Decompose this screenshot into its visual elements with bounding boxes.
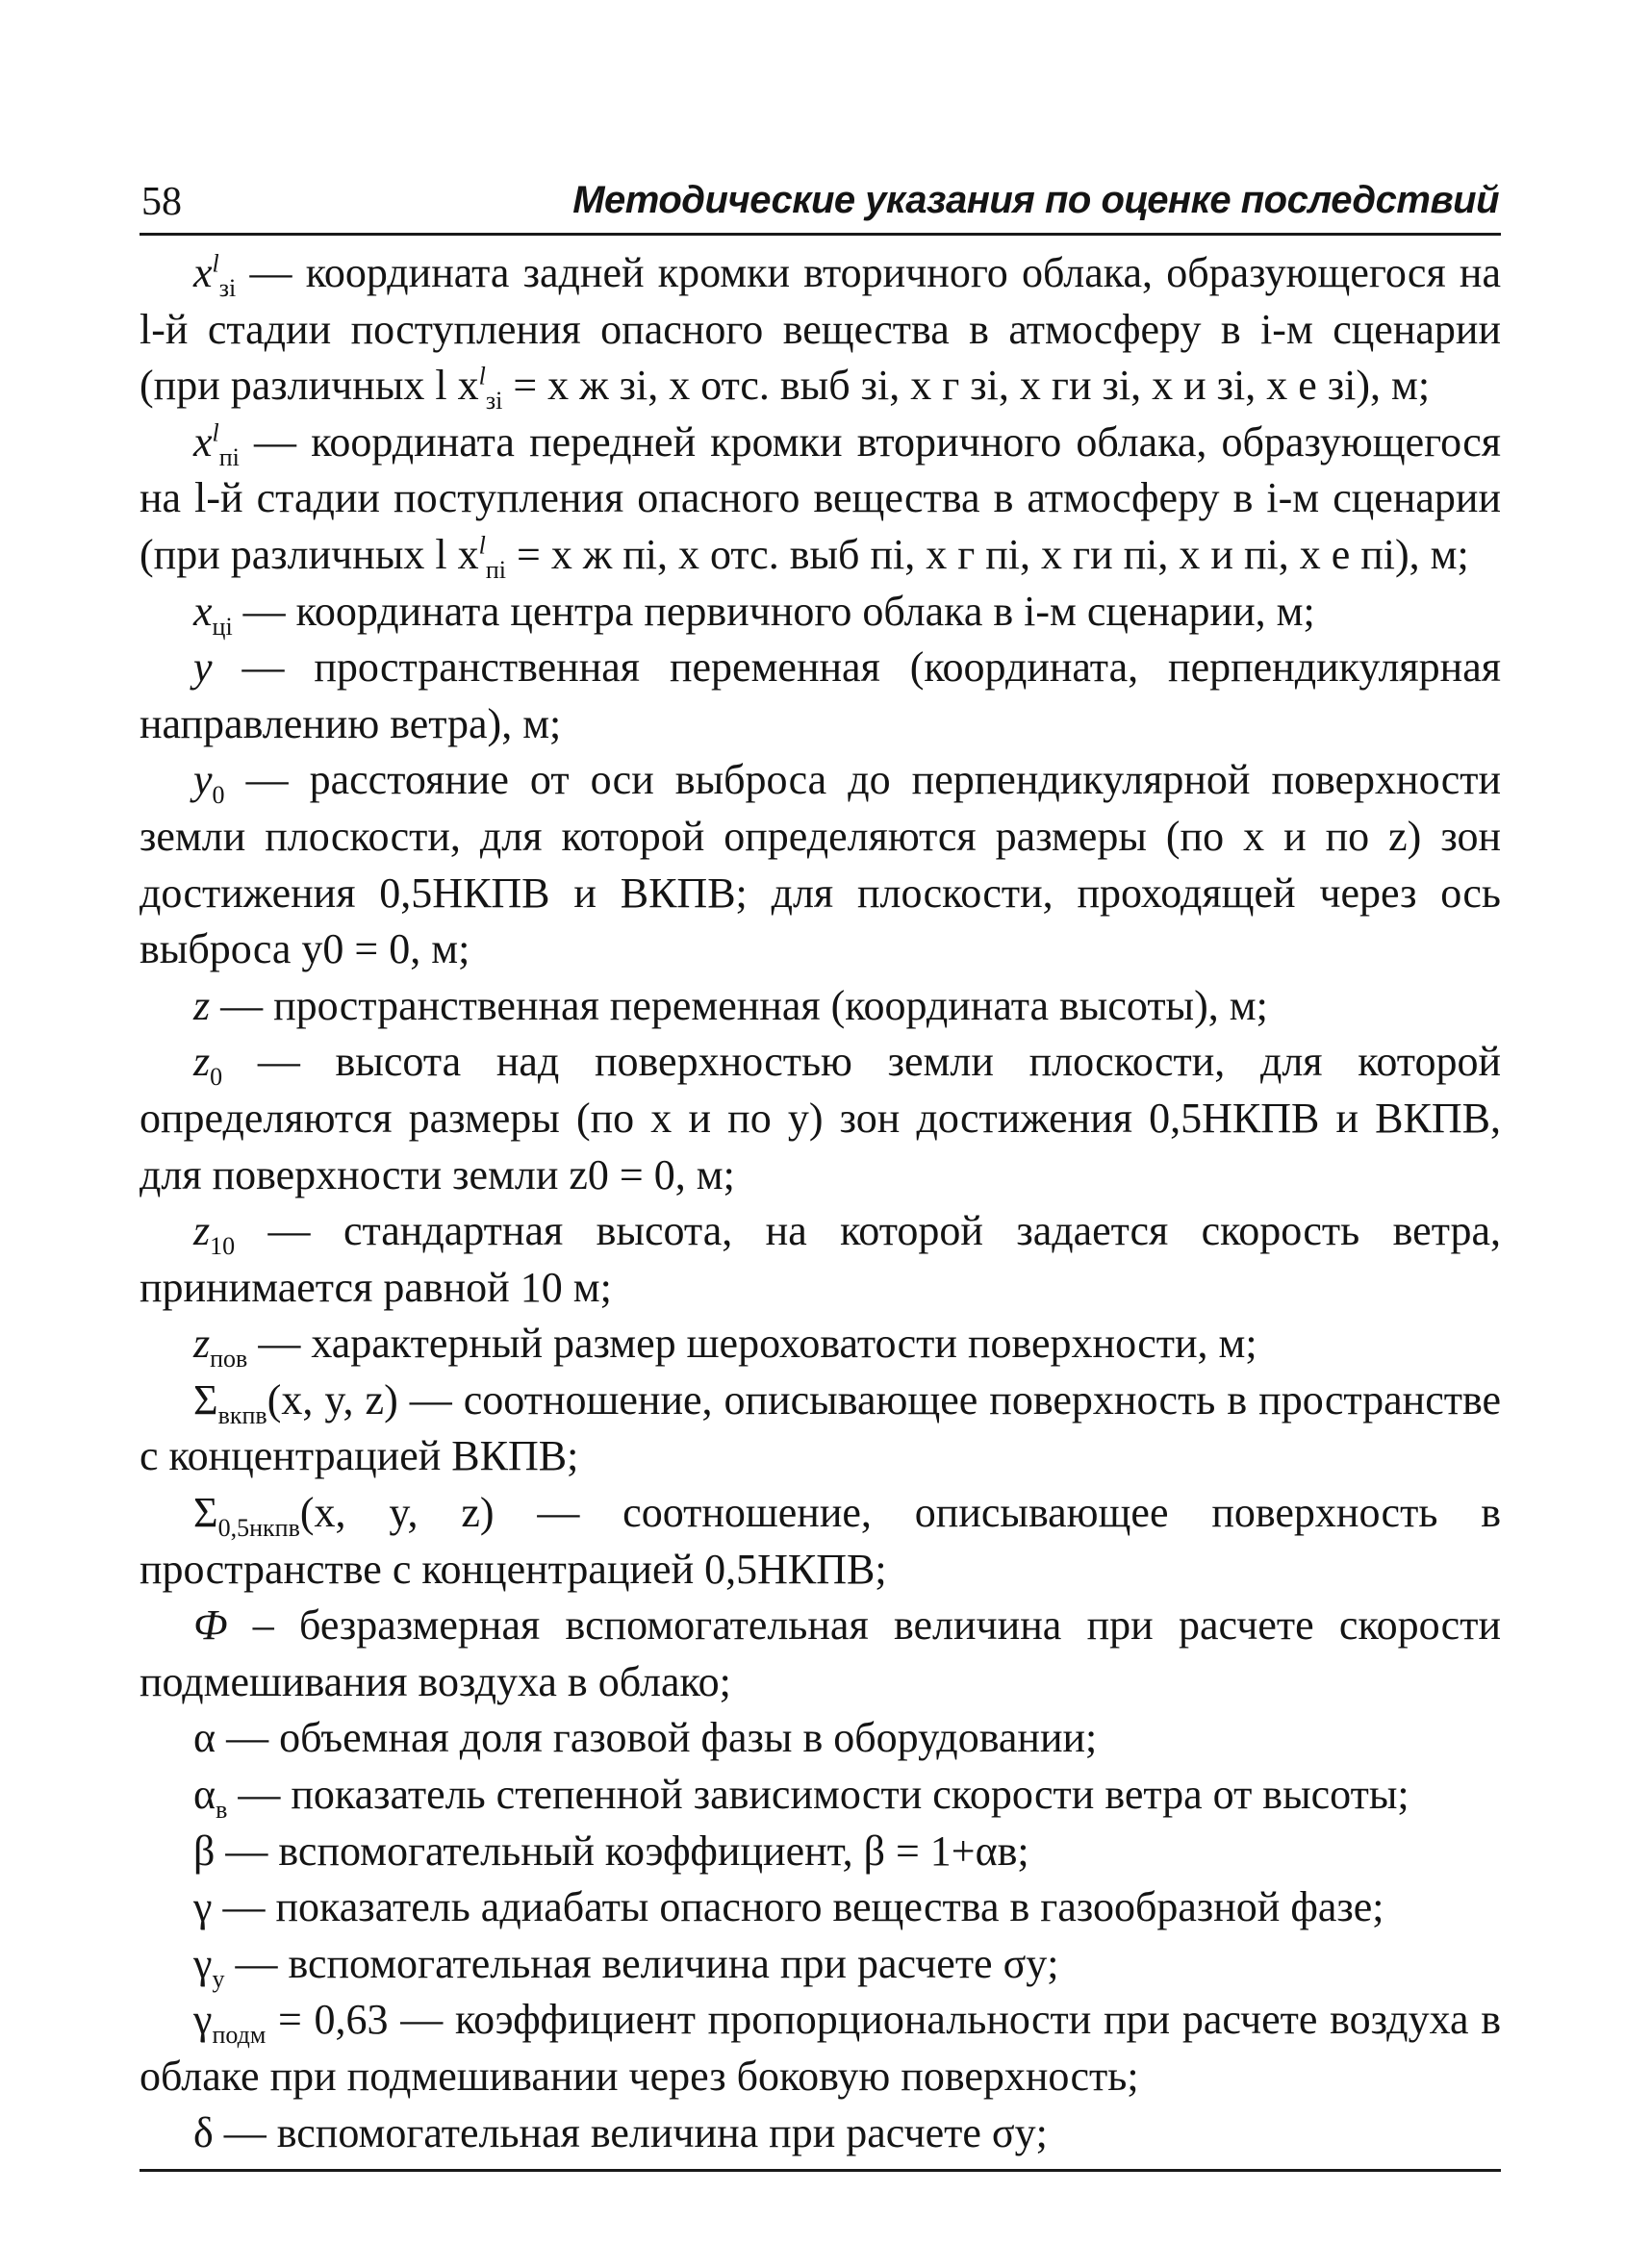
definition-text: — показатель адиабаты опасного вещества в газообразной фазе; xyxy=(212,1883,1384,1931)
definition-symbol: x xyxy=(193,249,213,296)
symbol-subscript: пi xyxy=(218,442,240,471)
definition-symbol: γ xyxy=(193,1883,213,1931)
definition-text: — характерный размер шероховатости поверхности, м; xyxy=(247,1320,1257,1368)
symbol-subscript: 0 xyxy=(210,1063,223,1092)
definition-entry xyxy=(140,1034,1501,1203)
page-header xyxy=(140,171,1501,236)
definition-entry xyxy=(140,978,1501,1035)
symbol-subscript: подм xyxy=(212,2021,267,2050)
definition-entry xyxy=(140,1936,1501,1993)
definition-entry xyxy=(140,415,1501,584)
definition-symbol: x xyxy=(193,417,213,466)
definition-text: — вспомогательный коэффициент, β = 1+αв; xyxy=(215,1827,1029,1875)
definition-symbol: δ xyxy=(193,2108,214,2156)
definition-symbol: γ xyxy=(193,1996,213,2044)
definition-entry xyxy=(140,1824,1501,1880)
definition-entry xyxy=(140,752,1501,977)
definition-text: — расстояние от оси выброса до перпендикулярной поверхности земли плоскости, для которой определяются размеры (по x и по z) зон достижения 0,5НКПВ и ВКПВ; для плоскости, проходящей через ось выброса y0 = 0, м; xyxy=(140,756,1501,973)
symbol-subscript: 0,5нкпв xyxy=(217,1513,300,1542)
definition-symbol: z xyxy=(193,1038,211,1086)
definition-symbol: α xyxy=(193,1771,216,1819)
running-title: Методические указания по оценке последствий xyxy=(572,179,1499,221)
formula-equals: = x xyxy=(506,530,572,578)
definitions-list xyxy=(140,245,1501,2161)
document-page xyxy=(140,0,1501,2268)
symbol-subscript: 0 xyxy=(212,781,225,810)
definition-symbol: z xyxy=(193,1320,211,1368)
definition-text: — вспомогательная величина при расчете σy; xyxy=(224,1939,1059,1987)
definition-symbol: α xyxy=(193,1714,216,1762)
page-number: 58 xyxy=(141,180,182,224)
definition-text: (x, y, z) — соотношение, описывающее поверхность в пространстве с концентрацией 0,5НКПВ; xyxy=(140,1489,1501,1593)
definition-text: — объемная доля газовой фазы в оборудовании; xyxy=(216,1714,1098,1762)
symbol-superscript: l xyxy=(212,418,219,447)
formula-superscript: l xyxy=(478,531,486,560)
definition-entry xyxy=(140,1598,1501,1710)
definition-text: — координата передней кромки вторичного облака, образующегося на l-й стадии поступления опасного вещества в атмосферу в i-м сценарии (при различных l x xyxy=(140,417,1501,578)
symbol-subscript: 10 xyxy=(210,1231,236,1260)
definition-symbol: x xyxy=(193,587,213,635)
definition-entry xyxy=(140,1879,1501,1936)
definition-entry xyxy=(140,1316,1501,1373)
footer-rule xyxy=(140,2169,1501,2172)
formula-variants: ж зi, x отс. выб зi, x г зi, x ги зi, x и зi, x е зi), м; xyxy=(569,362,1431,410)
symbol-subscript: вкпв xyxy=(217,1400,267,1429)
definition-symbol: y xyxy=(193,756,213,804)
definition-entry xyxy=(140,245,1501,415)
definition-symbol: Σ xyxy=(193,1375,218,1424)
formula-superscript: l xyxy=(478,362,486,391)
definition-entry xyxy=(140,1485,1501,1598)
formula-subscript: пi xyxy=(485,555,506,584)
symbol-subscript: цi xyxy=(212,612,233,641)
definition-entry xyxy=(140,584,1501,641)
symbol-subscript: y xyxy=(212,1964,225,1993)
definition-text: = 0,63 — коэффициент пропорциональности при расчете воздуха в облаке при подмешивании через боковую поверхность; xyxy=(140,1996,1501,2100)
definition-text: — вспомогательная величина при расчете σy; xyxy=(213,2108,1048,2156)
formula-subscript: зi xyxy=(485,386,503,415)
definition-text: — координата задней кромки вторичного облака, образующегося на l-й стадии поступления опасного вещества в атмосферу в i-м сценарии (при различных l x xyxy=(140,249,1501,410)
definition-entry xyxy=(140,2105,1501,2162)
definition-entry xyxy=(140,1992,1501,2104)
definition-text: — пространственная переменная (координата, перпендикулярная направлению ветра), м; xyxy=(140,643,1501,747)
definition-symbol: z xyxy=(193,981,211,1029)
definition-text: — пространственная переменная (координата высоты), м; xyxy=(210,981,1268,1029)
definition-symbol: z xyxy=(193,1207,211,1255)
formula-equals: = x xyxy=(502,362,570,410)
definition-entry xyxy=(140,1767,1501,1824)
definition-symbol: β xyxy=(193,1827,216,1875)
definition-symbol: Ф xyxy=(193,1601,228,1650)
definition-symbol: y xyxy=(193,643,213,692)
symbol-subscript: зi xyxy=(218,273,237,302)
definition-text: — стандартная высота, на которой задается скорость ветра, принимается равной 10 м; xyxy=(140,1207,1501,1311)
definition-symbol: γ xyxy=(193,1939,213,1987)
symbol-subscript: пов xyxy=(210,1345,248,1373)
definition-text: — координата центра первичного облака в i-м сценарии, м; xyxy=(232,587,1315,635)
definition-entry xyxy=(140,640,1501,752)
definition-text: — высота над поверхностью земли плоскости, для которой определяются размеры (по x и по y) зон достижения 0,5НКПВ и ВКПВ, для поверхности земли z0 = 0, м; xyxy=(140,1038,1501,1198)
symbol-superscript: l xyxy=(212,249,219,278)
definition-entry xyxy=(140,1203,1501,1316)
definition-entry xyxy=(140,1373,1501,1485)
formula-variants: ж пi, x отс. выб пi, x г пi, x ги пi, x и пi, x е пi), м; xyxy=(571,530,1469,578)
definition-text: — показатель степенной зависимости скорости ветра от высоты; xyxy=(227,1771,1409,1819)
definition-text: – безразмерная вспомогательная величина при расчете скорости подмешивания воздуха в облако; xyxy=(140,1601,1501,1705)
definition-symbol: Σ xyxy=(193,1489,218,1537)
definition-entry xyxy=(140,1710,1501,1767)
definition-text: (x, y, z) — соотношение, описывающее поверхность в пространстве с концентрацией ВКПВ; xyxy=(140,1375,1501,1480)
symbol-subscript: в xyxy=(216,1795,228,1824)
